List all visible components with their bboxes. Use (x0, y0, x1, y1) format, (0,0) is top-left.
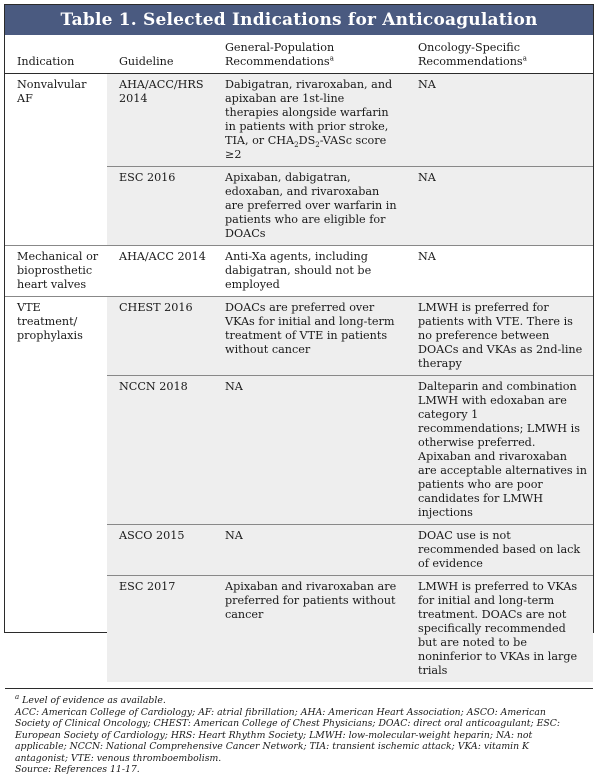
footnote-level: $^a$ Level of evidence as available. (15, 692, 166, 706)
header-general: General-Population Recommendations$^a$ (225, 41, 335, 68)
table-frame (4, 4, 594, 775)
table-row (5, 74, 593, 167)
table-row (5, 246, 593, 297)
guideline-cell: ESC 2017 (107, 576, 213, 683)
general-cell: Apixaban and rivaroxaban are preferred for patients without cancer (213, 576, 406, 683)
guideline-cell: NCCN 2018 (107, 376, 213, 525)
oncology-cell: DOAC use is not recommended based on lack of evidence (406, 525, 593, 576)
oncology-cell: NA (406, 246, 593, 297)
general-cell: NA (213, 376, 406, 525)
anticoagulation-table (5, 35, 593, 682)
table-title: Table 1. Selected Indications for Anticoagulation (5, 5, 593, 35)
table-row (5, 297, 593, 376)
guideline-cell: ESC 2016 (107, 167, 213, 246)
oncology-cell: NA (406, 74, 593, 167)
indication-cell: Nonvalvular AF (17, 78, 87, 105)
general-cell: Apixaban, dabigatran, edoxaban, and rivaroxaban are preferred over warfarin in patients who are eligible for DOACs (213, 167, 406, 246)
oncology-cell: LMWH is preferred to VKAs for initial and long-term treatment. DOACs are not specifically recommended but are noted to be noninferior to VKAs in large trials (406, 576, 593, 683)
footnote-abbreviations: ACC: American College of Cardiology; AF: atrial fibrillation; AHA: American Heart Association; ASCO: American Society of Clinical Oncology; CHEST: American College of Chest Physicians; DOAC: direct oral anticoagulant; ESC: European Society of Cardiology; HRS: Heart Rhythm Society; LMWH: low-molecular-weight heparin; NA: not applicable; NCCN: National Comprehensive Cancer Network; TIA: transient ischemic attack; VKA: vitamin K antagonist; VTE: venous thromboembolism. (15, 706, 560, 764)
header-row (5, 35, 593, 74)
header-indication: Indication (17, 55, 75, 68)
general-cell: Dabigatran, rivaroxaban, and apixaban are 1st-line therapies alongside warfarin in patients with prior stroke, TIA, or $CHA_2DS_2$-VASc score ≥2 (213, 74, 406, 167)
guideline-cell: AHA/ACC/HRS 2014 (107, 74, 213, 167)
general-cell: Anti-Xa agents, including dabigatran, should not be employed (213, 246, 406, 297)
footnote-source: Source: References 11-17. (15, 764, 140, 775)
guideline-cell: AHA/ACC 2014 (107, 246, 213, 297)
indication-cell: VTE treatment/ prophylaxis (5, 297, 107, 683)
table-footnote (5, 688, 593, 780)
header-guideline: Guideline (119, 55, 174, 68)
general-cell: DOACs are preferred over VKAs for initial and long-term treatment of VTE in patients without cancer (213, 297, 406, 376)
guideline-cell: ASCO 2015 (107, 525, 213, 576)
oncology-cell: LMWH is preferred for patients with VTE. There is no preference between DOACs and VKAs as 2nd-line therapy (406, 297, 593, 376)
indication-cell: Mechanical or bioprosthetic heart valves (5, 246, 107, 297)
oncology-cell: NA (406, 167, 593, 246)
header-oncology: Oncology-Specific Recommendations$^a$ (418, 41, 527, 68)
oncology-cell: Dalteparin and combination LMWH with edoxaban are category 1 recommendations; LMWH is otherwise preferred. Apixaban and rivaroxaban are acceptable alternatives in patients who are poor candidates for LMWH injections (406, 376, 593, 525)
guideline-cell: CHEST 2016 (107, 297, 213, 376)
general-cell: NA (213, 525, 406, 576)
